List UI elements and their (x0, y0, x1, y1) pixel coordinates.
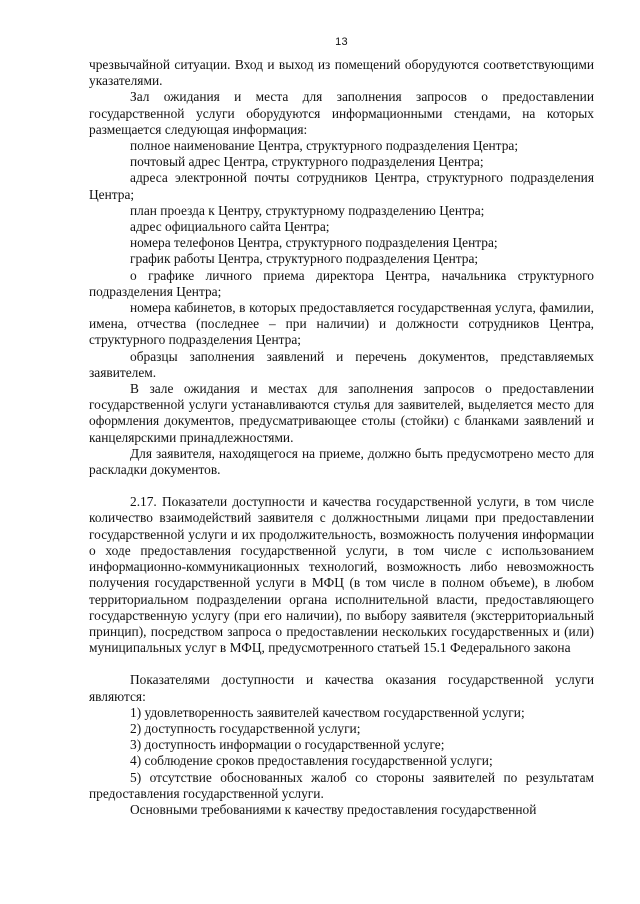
paragraph-chairs-and-desks: В зале ожидания и местах для заполнения запросов о предоставлении государственной услуги устанавливаются стулья для заявителей, выделяется место для оформления документов, предусматривающее столы (стойки) с бланками заявлений и канцелярскими принадлежностями. (89, 381, 594, 445)
section-2-17-heading: 2.17. Показатели доступности и качества государственной услуги, в том числе количество взаимодействий заявителя с должностными лицами при предоставлении государственной услуги и их продолжительность, возможность получения информации о ходе предоставления государственной услуги, в том числе с использованием информационно-коммуникационных технологий, возможность либо невозможность получения государственной услуги в МФЦ (в том числе в полном объеме), в любом территориальном подразделении органа исполнительной власти, предоставляющего государственную услугу (при его наличии), по выбору заявителя (экстерриториальный принцип), посредством запроса о предоставлении нескольких государственных и (или) муниципальных услуг в МФЦ, предусмотренного статьей 15.1 Федерального закона (89, 494, 594, 656)
document-body (89, 57, 594, 818)
list-item-phone-numbers: номера телефонов Центра, структурного подразделения Центра; (130, 235, 498, 251)
indicator-item-5: 5) отсутствие обоснованных жалоб со стороны заявителей по результатам предоставления государственной услуги. (89, 769, 594, 801)
list-item-office-numbers: номера кабинетов, в которых предоставляется государственная услуга, фамилии, имена, отчества (последнее – при наличии) и должности сотрудников Центра, структурного подразделения Центра; (89, 300, 594, 348)
page-number: 13 (335, 36, 348, 48)
indicator-item-1: 1) удовлетворенность заявителей качеством государственной услуги; (130, 704, 525, 720)
list-item-travel-plan: план проезда к Центру, структурному подразделению Центра; (130, 202, 485, 218)
paragraph-waiting-hall-stands: Зал ожидания и места для заполнения запросов о предоставлении государственной услуги оборудуются информационными стендами, на которых размещается следующая информация: (89, 89, 594, 137)
indicator-item-3: 3) доступность информации о государственной услуге; (130, 737, 445, 753)
list-item-postal-address: почтовый адрес Центра, структурного подразделения Центра; (130, 154, 484, 170)
list-item-email-addresses: адреса электронной почты сотрудников Центра, структурного подразделения Центра; (89, 170, 594, 202)
paragraph-quality-requirements: Основными требованиями к качеству предоставления государственной (130, 801, 537, 817)
paragraph-indicators-intro: Показателями доступности и качества оказания государственной услуги являются: (89, 672, 594, 704)
list-item-form-samples: образцы заполнения заявлений и перечень документов, представляемых заявителем. (89, 348, 594, 380)
indicator-item-2: 2) доступность государственной услуги; (130, 720, 361, 736)
list-item-work-schedule: график работы Центра, структурного подразделения Центра; (130, 251, 479, 267)
indicator-item-4: 4) соблюдение сроков предоставления государственной услуги; (130, 753, 493, 769)
paragraph-emergency-signage: чрезвычайной ситуации. Вход и выход из помещений оборудуются соответствующими указателями. (89, 57, 594, 89)
list-item-reception-schedule: о графике личного приема директора Центра, начальника структурного подразделения Центра; (89, 267, 594, 299)
list-item-full-name: полное наименование Центра, структурного подразделения Центра; (130, 138, 519, 154)
list-item-website-address: адрес официального сайта Центра; (130, 219, 330, 235)
paragraph-document-space: Для заявителя, находящегося на приеме, должно быть предусмотрено место для раскладки документов. (89, 445, 594, 478)
